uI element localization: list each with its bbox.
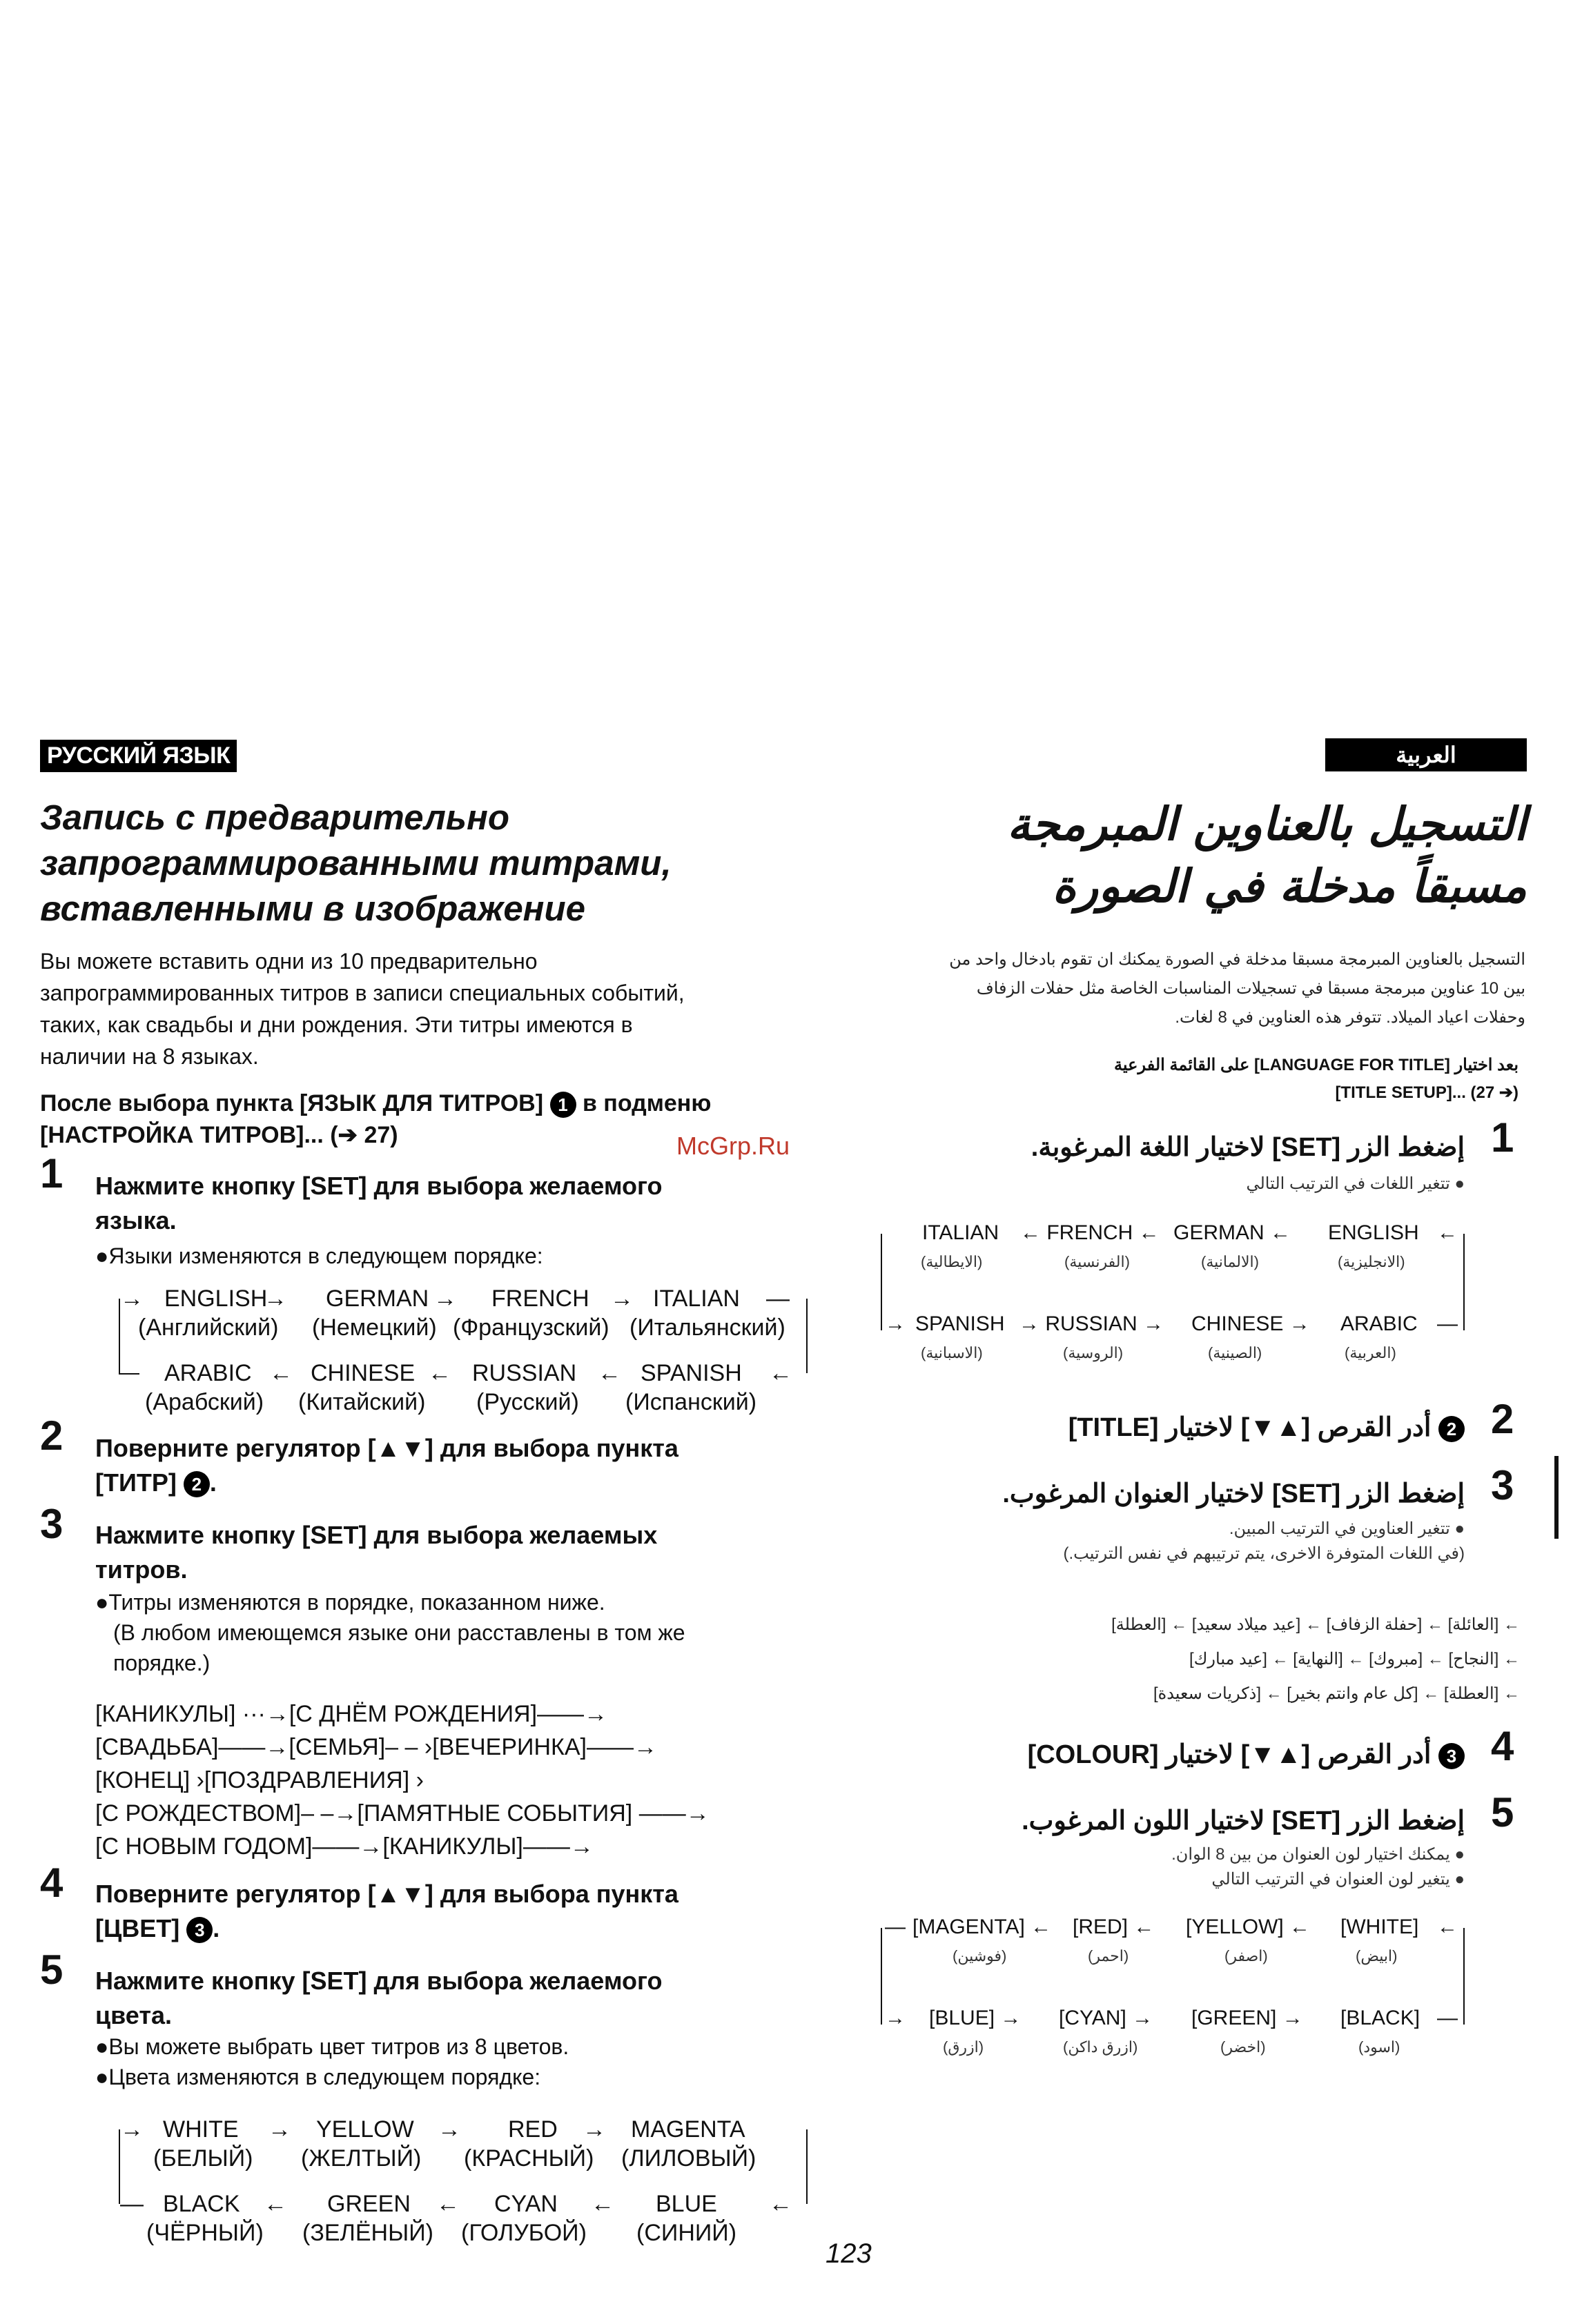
colour-item: RED (508, 2116, 558, 2143)
step-number: 5 (1491, 1789, 1514, 1835)
lang-item: → RUSSIAN → (1019, 1312, 1164, 1335)
step-number: 4 (1491, 1723, 1514, 1769)
step-note: (في اللغات المتوفرة الاخرى، يتم ترتيبهم في نفس الترتيب.) (1063, 1544, 1465, 1563)
lang-sub: (العربية) (1345, 1344, 1396, 1361)
step-notes (843, 1517, 1465, 1566)
colour-sub: (ЛИЛОВЫЙ) (621, 2145, 756, 2172)
step-notes (95, 1587, 820, 1678)
titles-row: ← [العائلة] ← [حفلة الزفاف] ← [عيد ميلاد سعيد] ← [العطلة] (1111, 1615, 1520, 1634)
step-line: титров. (95, 1555, 188, 1584)
number-badge-2: 2 (184, 1471, 210, 1497)
page-number: 123 (826, 2238, 872, 2269)
colour-sub: (ازرق) (943, 2038, 984, 2056)
colour-sub: (ابيض) (1356, 1947, 1398, 1964)
step-note: ●Титры изменяются в порядке, показанном ниже. (95, 1590, 605, 1615)
lang-sub: (الاسبانية) (921, 1344, 983, 1361)
colour-order-diagram-arabic (877, 1916, 1470, 2095)
arrow-icon: → (120, 1286, 144, 1312)
step-line: Поверните регулятор [▲▼] для выбора пункта (95, 1434, 678, 1462)
number-badge-3: 3 (1438, 1743, 1465, 1769)
colour-sub: (اصفر) (1224, 1947, 1268, 1964)
colour-item: WHITE (163, 2116, 239, 2143)
titles-row: [КАНИКУЛЫ] ···→[С ДНЁМ РОЖДЕНИЯ]——→ (95, 1701, 608, 1727)
colour-sub: (ЖЕЛТЫЙ) (301, 2145, 422, 2172)
lang-item: SPANISH (641, 1360, 742, 1386)
intro-paragraph-russian (40, 945, 799, 1072)
lang-item: ENGLISH (1328, 1221, 1419, 1244)
colour-item: [WHITE] (1340, 1916, 1419, 1938)
language-order-diagram (110, 1283, 814, 1415)
lang-sub: (Немецкий) (312, 1314, 437, 1341)
arrow-icon: — (120, 2191, 144, 2217)
section-label-arabic: العربية (1325, 738, 1527, 771)
step-note: ● تتغير اللغات في الترتيب التالي (1246, 1174, 1465, 1193)
lang-sub: (الفرنسية) (1064, 1253, 1130, 1270)
prereq-text: [НАСТРОЙКА ТИТРОВ]... (➔ 27) (40, 1122, 398, 1148)
step-2-instruction: Поверните регулятор [▲▼] для выбора пункта [ТИТР] 2 . (95, 1431, 820, 1500)
arrow-icon: → (438, 2116, 461, 2143)
colour-sub: (ГОЛУБОЙ) (461, 2220, 587, 2246)
arrow-icon: ← (598, 1360, 621, 1386)
flow-line (1463, 1928, 1466, 2025)
page-edge-marker (1554, 1456, 1559, 1539)
lang-item: RUSSIAN (472, 1360, 577, 1386)
arrow-icon: → (583, 2116, 606, 2143)
colour-item: [BLUE] → (929, 2007, 1022, 2029)
arrow-icon: ← (428, 1360, 451, 1386)
colour-sub: (ЗЕЛЁНЫЙ) (302, 2220, 433, 2246)
prereq-text: После выбора пункта [ЯЗЫК ДЛЯ ТИТРОВ] (40, 1090, 544, 1116)
lang-item: ARABIC (164, 1360, 252, 1386)
step-text: أدر القرص [▲▼] لاختيار [COLOUR] (1027, 1740, 1432, 1769)
step-note: ● تتغير العناوين في الترتيب المبين. (1229, 1519, 1465, 1538)
watermark: McGrp.Ru (676, 1132, 790, 1160)
arrow-icon: ← (1437, 1916, 1458, 1938)
flow-line (881, 1234, 883, 1330)
lang-sub: (الايطالية) (921, 1253, 983, 1270)
colour-item: [GREEN] → (1191, 2007, 1303, 2029)
step-notes (95, 2031, 820, 2092)
step-note: (В любом имеющемся языке они расставлены в том же (113, 1620, 685, 1645)
arrow-icon: → (268, 2116, 291, 2143)
lang-sub: (Французский) (453, 1314, 609, 1341)
page-title-russian (40, 795, 730, 932)
lang-item: CHINESE (311, 1360, 416, 1386)
step-number: 4 (40, 1860, 64, 1906)
step-number: 3 (40, 1501, 64, 1547)
step-note: ● يتغير لون العنوان في الترتيب التالي (1211, 1870, 1465, 1889)
lang-sub: (الروسية) (1063, 1344, 1124, 1361)
step-number: 1 (1491, 1114, 1514, 1161)
arrow-icon: — (1437, 2007, 1458, 2029)
step-2-instruction-arabic (843, 1412, 1465, 1443)
intro-line: наличии на 8 языках. (40, 1044, 259, 1069)
arrow-icon: → (120, 2116, 144, 2143)
arrow-icon: ← (769, 1360, 792, 1386)
lang-item: ITALIAN (653, 1286, 740, 1312)
lang-item: ← FRENCH ← (1020, 1221, 1160, 1244)
colour-sub: (СИНИЙ) (636, 2220, 737, 2246)
step-3-instruction (95, 1518, 820, 1587)
number-badge-1: 1 (550, 1092, 576, 1118)
step-number: 2 (1491, 1396, 1514, 1442)
step-line: Нажмите кнопку [SET] для выбора желаемого (95, 1967, 663, 1995)
colour-sub: (ЧЁРНЫЙ) (146, 2220, 264, 2246)
titles-row: [СВАДЬБА]——→[СЕМЬЯ]– – ›[ВЕЧЕРИНКА]——→ (95, 1734, 657, 1760)
step-line: языка. (95, 1206, 177, 1234)
titles-order-list (95, 1697, 820, 1863)
colour-item: [BLACK] (1340, 2007, 1420, 2029)
arrow-icon: → (264, 1286, 287, 1312)
flow-line (119, 1373, 139, 1375)
intro-paragraph-arabic (870, 945, 1525, 1032)
step-note: ●Вы можете выбрать цвет титров из 8 цветов. (95, 2034, 569, 2059)
colour-sub: (БЕЛЫЙ) (153, 2145, 253, 2172)
arrow-icon: ← (264, 2191, 287, 2217)
step-line: Поверните регулятор [▲▼] для выбора пункта (95, 1880, 678, 1908)
step-notes (843, 1842, 1465, 1892)
colour-item: [CYAN] → (1059, 2007, 1153, 2029)
arrow-icon: → (433, 1286, 457, 1312)
prerequisite-arabic (897, 1052, 1518, 1107)
step-line: Нажмите кнопку [SET] для выбора желаемого (95, 1172, 663, 1200)
step-note: ●Цвета изменяются в следующем порядке: (95, 2065, 541, 2089)
lang-item: CHINESE → (1191, 1312, 1310, 1335)
step-number: 5 (40, 1947, 64, 1993)
step-5-instruction (95, 1964, 820, 2033)
prereq-text: (➔ 27) ...[TITLE SETUP] (1335, 1083, 1518, 1102)
title-line: запрограммированными титрами, (40, 843, 672, 883)
intro-line: таких, как свадьбы и дни рождения. Эти титры имеются в (40, 1012, 633, 1037)
colour-sub: (اسود) (1358, 2038, 1400, 2056)
step-line: [ЦВЕТ] (95, 1914, 180, 1942)
colour-item: [RED] ← (1073, 1916, 1155, 1938)
step-number: 1 (40, 1150, 64, 1197)
arrow-icon: ← (1437, 1221, 1458, 1244)
titles-row: [С РОЖДЕСТВОМ]– –→[ПАМЯТНЫЕ СОБЫТИЯ] ——→ (95, 1800, 710, 1826)
colour-sub: (فوشين) (953, 1947, 1007, 1964)
arrow-icon: → (610, 1286, 634, 1312)
lang-sub: (الانجليزية) (1338, 1253, 1405, 1270)
colour-item: MAGENTA (631, 2116, 745, 2143)
step-3-instruction-arabic: إضغط الزر [SET] لاختيار العنوان المرغوب. (1002, 1479, 1465, 1508)
intro-line: وحفلات اعياد الميلاد. تتوفر هذه العناوين في 8 لغات. (1175, 1008, 1525, 1027)
colour-item: [MAGENTA] ← (912, 1916, 1052, 1938)
step-note: ● يمكنك اختيار لون العنوان من بين 8 الوان. (1171, 1845, 1465, 1864)
step-1-instruction (95, 1169, 820, 1238)
flow-line (881, 1928, 883, 2025)
page-title-arabic (837, 794, 1527, 918)
colour-sub: (КРАСНЫЙ) (464, 2145, 594, 2172)
arrow-icon: — (766, 1286, 790, 1312)
lang-item: ARABIC (1340, 1312, 1418, 1335)
step-number: 3 (1491, 1462, 1514, 1508)
flow-line (806, 2129, 809, 2204)
lang-item: GERMAN (326, 1286, 429, 1312)
colour-sub: (احمر) (1088, 1947, 1129, 1964)
colour-item: BLUE (656, 2191, 717, 2217)
colour-item: YELLOW (316, 2116, 414, 2143)
step-4-instruction-arabic (843, 1739, 1465, 1770)
step-5-instruction-arabic: إضغط الزر [SET] لاختيار اللون المرغوب. (1022, 1806, 1465, 1835)
intro-line: запрограммированных титров в записи специальных событий, (40, 981, 685, 1005)
prereq-text: بعد اختيار [LANGUAGE FOR TITLE] على القائمة الفرعية (1114, 1056, 1518, 1074)
titles-order-list-arabic (830, 1608, 1520, 1711)
colour-item: [YELLOW] ← (1186, 1916, 1311, 1938)
arrow-icon: ← (769, 2191, 792, 2217)
step-line: [ТИТР] (95, 1468, 177, 1497)
arrow-icon: — (885, 1916, 906, 1938)
lang-sub: (Итальянский) (629, 1314, 785, 1341)
arrow-icon: ← (269, 1360, 293, 1386)
titles-row: ← [النجاح] ← [مبروك] ← [النهاية] ← [عيد مبارك] (1189, 1650, 1520, 1668)
lang-sub: (Арабский) (145, 1389, 264, 1415)
lang-item: SPANISH (915, 1312, 1005, 1335)
step-number: 2 (40, 1412, 64, 1459)
colour-sub: (اخضر) (1220, 2038, 1266, 2056)
titles-row: [С НОВЫМ ГОДОМ]——→[КАНИКУЛЫ]——→ (95, 1833, 594, 1860)
titles-row: ← [العطلة] ← [كل عام وانتم بخير] ← [ذكريات سعيدة] (1153, 1684, 1520, 1703)
colour-order-diagram (110, 2114, 814, 2245)
arrow-icon: → (885, 1312, 906, 1335)
lang-sub: (الالمانية) (1201, 1253, 1259, 1270)
step-text: أدر القرص [▲▼] لاختيار [TITLE] (1068, 1413, 1432, 1442)
title-line: مسبقاً مدخلة في الصورة (1052, 860, 1527, 913)
arrow-icon: ← (436, 2191, 460, 2217)
lang-item: GERMAN ← (1173, 1221, 1291, 1244)
lang-sub: (Русский) (476, 1389, 579, 1415)
arrow-icon: → (885, 2007, 906, 2029)
step-line: Нажмите кнопку [SET] для выбора желаемых (95, 1521, 658, 1549)
lang-item: FRENCH (491, 1286, 589, 1312)
lang-item: ITALIAN (922, 1221, 999, 1244)
number-badge-2: 2 (1438, 1416, 1465, 1442)
step-note: ●Языки изменяются в следующем порядке: (95, 1243, 543, 1268)
titles-row: [КОНЕЦ] ›[ПОЗДРАВЛЕНИЯ] › (95, 1767, 424, 1793)
section-label-russian: РУССКИЙ ЯЗЫК (40, 740, 237, 772)
flow-line (1463, 1234, 1466, 1330)
step-1-instruction-arabic: إضغط الزر [SET] لاختيار اللغة المرغوبة. (1031, 1133, 1465, 1162)
lang-sub: (الصينية) (1208, 1344, 1262, 1361)
colour-sub: (ازرق داكن) (1063, 2038, 1138, 2056)
lang-sub: (Английский) (138, 1314, 279, 1341)
intro-line: Вы можете вставить одни из 10 предварительно (40, 949, 538, 974)
number-badge-3: 3 (186, 1917, 213, 1943)
title-line: Запись с предварительно (40, 798, 510, 837)
title-line: вставленными в изображение (40, 889, 586, 928)
arrow-icon: ← (591, 2191, 614, 2217)
colour-item: GREEN (327, 2191, 411, 2217)
arrow-icon: — (1437, 1312, 1458, 1335)
language-order-diagram-arabic (877, 1221, 1470, 1373)
flow-line (806, 1299, 809, 1373)
colour-item: CYAN (494, 2191, 558, 2217)
step-4-instruction: Поверните регулятор [▲▼] для выбора пункта [ЦВЕТ] 3 . (95, 1877, 820, 1946)
prereq-text: в подменю (582, 1090, 712, 1116)
lang-sub: (Испанский) (625, 1389, 757, 1415)
lang-sub: (Китайский) (298, 1389, 426, 1415)
step-line: цвета. (95, 2001, 172, 2029)
step-note: порядке.) (113, 1651, 211, 1675)
intro-line: بين 10 عناوين مبرمجة مسبقا في تسجيلات المناسبات الخاصة مثل حفلات الزفاف (976, 979, 1525, 998)
title-line: التسجيل بالعناوين المبرمجة (1007, 798, 1527, 851)
colour-item: BLACK (163, 2191, 240, 2217)
lang-item: ENGLISH (164, 1286, 268, 1312)
intro-line: التسجيل بالعناوين المبرمجة مسبقا مدخلة في الصورة يمكنك ان تقوم بادخال واحد من (949, 950, 1525, 969)
